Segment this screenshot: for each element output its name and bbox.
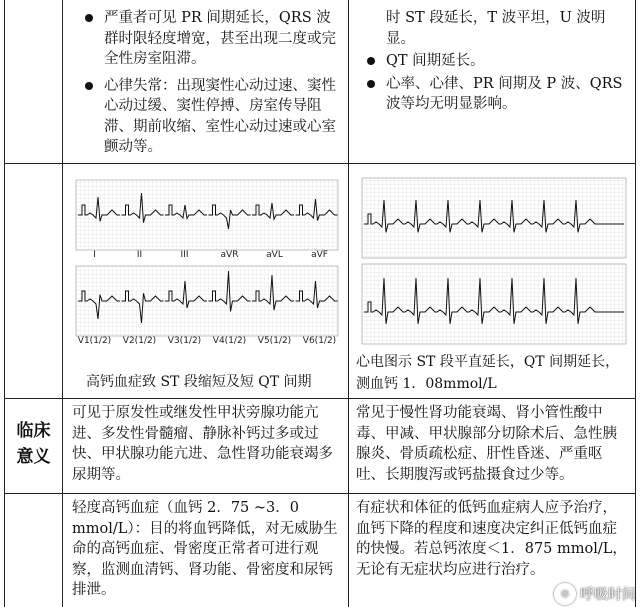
bullet-item [366, 74, 628, 115]
bullet-dot [367, 57, 375, 65]
lead-label-bottom-5: V6(1/2) [302, 336, 337, 346]
lead-label-bottom-1: V2(1/2) [122, 336, 157, 346]
bullet-text: QT 间期延长。 [386, 53, 485, 69]
ecg-hypocalcemia-image [358, 172, 630, 348]
table-divider-label [62, 0, 63, 607]
row-divider-1 [4, 163, 636, 164]
bullet-dot [367, 80, 375, 88]
treatment-right-text: 有症状和体征的低钙血症病人应予治疗，血钙下降的程度和速度决定纠正低钙血症的快慢。若总钙浓度＜1．875 mmol/L，无论有无症状均应进行治疗。 [356, 500, 627, 578]
bullet-text: 严重者可见 PR 间期延长，QRS 波群时限轻度增宽，甚至出现二度或完全性房室阻滞。 [104, 10, 336, 67]
clinical-left-text: 可见于原发性或继发性甲状旁腺功能亢进、多发性骨髓瘤、静脉补钙过多或过快、甲状腺功能亢进、急性肾功能衰竭多尿期等。 [72, 405, 333, 483]
treatment-left-text: 轻度高钙血症（血钙 2．75 ~3．0 mmol/L）：目的将血钙降低，对无威胁生命的高钙血症、骨密度正常者可进行观察，监测血清钙、肾功能、骨密度和尿钙排泄。 [72, 500, 338, 598]
lead-label-top-1: II [136, 250, 143, 260]
top-right-cell [366, 8, 628, 115]
bullet-dot [85, 14, 93, 22]
lead-label-top-0: I [93, 250, 96, 260]
lead-label-bottom-4: V5(1/2) [257, 336, 292, 346]
lead-label-bottom-2: V3(1/2) [167, 336, 202, 346]
row-divider-2 [4, 398, 636, 399]
row-divider-3 [4, 493, 636, 494]
bullet-item [84, 76, 340, 158]
lead-label-top-4: aVL [266, 250, 283, 260]
top-left-cell [84, 8, 340, 158]
lead-label-top-2: III [180, 250, 189, 260]
clinical-right-text: 常见于慢性肾功能衰竭、肾小管性酸中毒、甲减、甲状腺部分切除术后、急性胰腺炎、骨质疏松症、肝性昏迷、严重呕吐、长期腹泻或钙盐摄食过少等。 [356, 405, 617, 483]
table-border-right [635, 0, 636, 607]
bullet-dot [85, 82, 93, 90]
lead-label-bottom-3: V4(1/2) [212, 336, 247, 346]
bullet-item [366, 51, 628, 72]
label-line1: 临床 [16, 421, 51, 441]
table-border-left [4, 0, 5, 607]
continuation-text: 时 ST 段延长，T 波平坦，U 波明显。 [386, 10, 606, 47]
lead-label-top-5: aVF [311, 250, 328, 260]
wechat-logo-icon: ◎ [554, 583, 576, 605]
bullet-text: 心率、心律、PR 间期及 P 波、QRS 波等均无明显影响。 [386, 75, 623, 112]
label-line2: 意义 [16, 447, 51, 467]
lead-label-bottom-0: V1(1/2) [77, 336, 112, 346]
table-divider-middle [348, 0, 349, 607]
bullet-text: 心律失常：出现窦性心动过速、窦性心动过缓、窦性停搏、房室传导阻滞、期前收缩、室性心动过速或心室颤动等。 [104, 77, 336, 155]
left-ecg-caption: 高钙血症致 ST 段缩短及短 QT 间期 [86, 374, 312, 390]
lead-label-top-3: aVR [220, 250, 239, 260]
right-ecg-caption-line1: 心电图示 ST 段平直延长，QT 间期延长， [356, 354, 620, 370]
clinical-significance-label [5, 418, 62, 470]
right-ecg-caption-line2: 测血钙 1．08mmol/L [356, 376, 497, 392]
watermark-text: 呼吸时间 [580, 587, 636, 603]
ecg-hypercalcemia-image [72, 170, 342, 354]
watermark [554, 583, 636, 605]
bullet-item [84, 8, 340, 70]
